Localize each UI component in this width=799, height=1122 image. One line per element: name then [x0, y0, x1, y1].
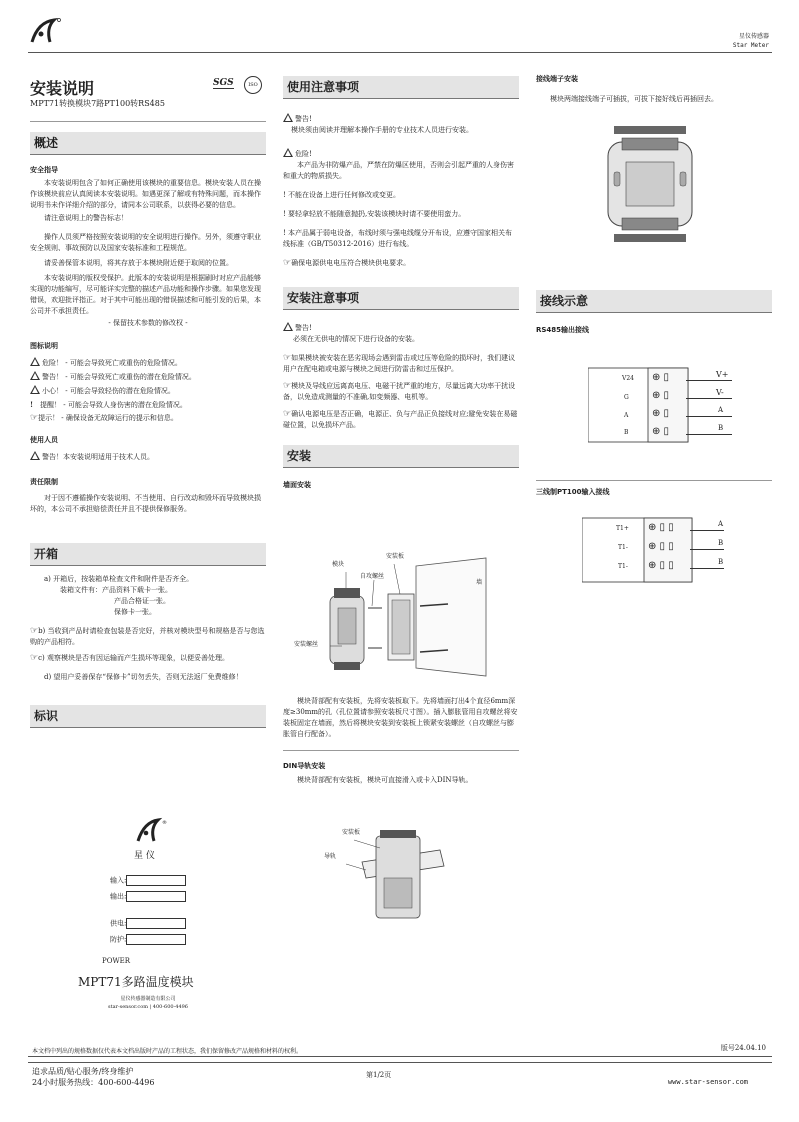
wall-label-screw1: 自攻螺丝	[360, 573, 385, 580]
pt100-diagram	[582, 516, 762, 586]
protect-field	[126, 934, 186, 945]
rs485-wire-2	[686, 416, 732, 417]
label-logo-text: 星 仪	[134, 851, 155, 861]
terminal-screw-icon: ⊕ ▯ ▯	[648, 541, 674, 552]
pointing-hand-icon: ☞	[30, 653, 39, 663]
page-title: 安装说明	[30, 79, 95, 98]
din-rail-figure	[320, 822, 460, 922]
unpack-b: ☞b) 当收到产品时请检查包装是否完好，并核对模块型号和规格是否与您选购的产品相符。	[30, 626, 265, 646]
label-card	[30, 815, 266, 1015]
column-right	[536, 72, 772, 105]
warning-triangle-icon	[30, 451, 40, 460]
din-title: DIN导轨安装	[283, 762, 326, 770]
wall-mount-figure	[290, 548, 520, 678]
icon-list	[30, 357, 266, 427]
unpack-a3: 产品合格证一张。	[114, 597, 170, 605]
rs485-wire-0	[686, 380, 732, 381]
column-left	[30, 72, 266, 728]
rs485-diagram	[588, 366, 768, 446]
overview-p4: 请妥善保管本说明，将其存放于本模块附近便于取阅的位置。	[44, 259, 233, 267]
users-text-row	[30, 451, 266, 463]
warning-triangle-icon	[283, 148, 293, 157]
wall-text-block	[283, 696, 519, 786]
din-text: 模块背部配有安装板，模块可直接滑入或卡入DIN导轨。	[297, 776, 473, 784]
footer	[28, 1030, 772, 1100]
din-label-rail: 导轨	[324, 853, 337, 860]
rs485-pin-1: G	[624, 394, 629, 401]
usage-danger-title-row: 危险!	[283, 148, 519, 160]
label-input-row: 输入:	[110, 875, 186, 887]
pt-wire-label-0: A	[718, 520, 724, 528]
terminals-title: 接线端子安装	[536, 75, 578, 83]
terminal-screw-icon: ⊕ ▯	[652, 426, 670, 437]
usage-note-2: ! 要轻拿轻放不能随意抛扔,安装该模块时请不要使用蛮力。	[283, 210, 466, 218]
header-rule	[28, 52, 772, 53]
rs485-pin-0: V24	[622, 375, 634, 382]
page-subtitle: MPT71转换模块7路PT100转RS485	[30, 99, 165, 108]
warning-triangle-icon	[283, 113, 293, 122]
label-power-row: 供电:	[110, 918, 186, 930]
company-logo	[134, 817, 168, 845]
install-heading: 安装	[283, 445, 519, 468]
install-tip-3: ☞确认电源电压是否正确，电源正、负与产品正负接线对应;避免安装在易磁碰位置，以免损坏产品。	[283, 409, 518, 429]
usage-note-1: ! 不能在设备上进行任何修改或变更。	[283, 191, 401, 199]
terminal-screw-icon: ⊕ ▯	[652, 372, 670, 383]
power-field	[126, 918, 186, 929]
brand-cn: 星仪传感器	[738, 33, 769, 40]
footer-rule-1	[28, 1056, 772, 1057]
din-label-plate: 安装板	[342, 829, 361, 836]
pt-wire-0	[690, 530, 724, 531]
label-contact: star-sensor.com | 400-600-4496	[108, 1004, 188, 1010]
exclamation-icon: !	[30, 400, 34, 409]
pt-section	[536, 480, 772, 497]
usage-note-4: ☞确保电源供电电压符合模块供电要求。	[283, 258, 411, 268]
install-warn-title-row: 警告!	[283, 322, 519, 334]
label-output-row: 输出:	[110, 891, 186, 903]
usage-warn-text: 模块须由阅读并理解本操作手册的专业技术人员进行安装。	[291, 126, 473, 134]
install-tip-2: ☞模块及导线应远离高电压、电磁干扰严重的地方，尽量远离大功率干扰设备，以免造成测量的不准确,如变频器、电机等。	[283, 381, 516, 401]
rs485-wire-1	[686, 398, 732, 399]
wall-text: 模块背部配有安装板，先将安装板取下。先将墙面打出4个直径6mm深度≥30mm的孔（孔位置请参照安装板尺寸图）。插入膨胀管用自攻螺丝将安装板固定在墙面，然后将模块安装到安装板上锁紧安装螺丝（自攻螺丝与膨胀管自行配备）。	[283, 697, 518, 738]
pt-screws	[648, 522, 692, 579]
din-rail-diagram	[320, 822, 460, 922]
wall-label-wall: 墙	[476, 579, 483, 586]
unpack-a1: a) 开箱后，按装箱单检查文件和附件是否齐全。	[44, 575, 194, 583]
pt-wire-label-1: B	[718, 539, 724, 547]
warning-triangle-icon	[30, 385, 40, 394]
usage-heading: 使用注意事项	[283, 76, 519, 99]
label-heading: 标识	[30, 705, 266, 728]
overview-p2: 请注意说明上的警告标志！	[44, 214, 128, 222]
terminal-screw-icon: ⊕ ▯	[652, 390, 670, 401]
pointing-hand-icon: ☞	[283, 381, 292, 391]
icon-row-caution: 小心！ - 可能会导致轻伤的潜在危险情况。	[30, 385, 266, 399]
pt-title: 三线制PT100输入接线	[536, 488, 610, 496]
icon-row-warning: 警告！ - 可能会导致死亡或重伤的潜在危险情况。	[30, 371, 266, 385]
cert-iso: ISO	[244, 76, 262, 94]
warning-triangle-icon	[30, 371, 40, 380]
unpack-a2: 装箱文件有：产品资料下载卡一张。	[60, 586, 172, 594]
pointing-hand-icon: ☞	[30, 413, 39, 423]
pointing-hand-icon: ☞	[283, 258, 292, 268]
pointing-hand-icon: ☞	[283, 353, 292, 363]
wall-mount-diagram	[290, 548, 520, 678]
footer-hotline: 24小时服务热线：400-600-4496	[32, 1078, 155, 1087]
footer-rule-2	[28, 1062, 772, 1063]
terminals-text: 模块两端接线端子可插拔，可拔下接好线后再插回去。	[550, 95, 718, 103]
users-title: 使用人员	[30, 436, 58, 444]
rs485-pin-2: A	[624, 412, 629, 419]
label-product: MPT71多路温度模块	[78, 975, 194, 989]
rs485-wire-label-3: B	[718, 424, 724, 432]
cert-sgs: SGS	[213, 78, 234, 88]
wall-label-screw2: 安装螺丝	[294, 641, 319, 648]
unpack-c: ☞c) 观察模块是否有因运输而产生损坏等现象，以便妥善处理。	[30, 653, 229, 663]
liability-text: 对于因不遵循操作安装说明、不当使用、自行改动和毁坏而导致模块损坏的，本公司不承担赔偿责任并且不提供保修服务。	[30, 494, 261, 513]
pt-wire-2	[690, 568, 724, 569]
unpack-heading: 开箱	[30, 543, 266, 566]
label-company: 星仪传感器制造有限公司	[120, 996, 176, 1002]
overview-p5: 本安装说明的版权受保护。此版本的安装说明是根据刷时对应产品能够实现的功能编写，尽可能详实完整的描述产品功能和操作步骤。如果您发现错误，欢迎批评指正。对于其中可能出现的错误描述和可能引发的后果，本公司并不承担责任。	[30, 274, 261, 315]
wiring-heading: 接线示意	[536, 290, 772, 313]
unpack-a4: 保修卡一张。	[114, 608, 156, 616]
terminal-screw-icon: ⊕ ▯ ▯	[648, 560, 674, 571]
terminal-module-image	[600, 122, 700, 246]
usage-note-3: ! 本产品属于弱电设备，布线时须与强电线缆分开布设，应遵守国家相关布线标准（GB/T50312-2016）进行布线。	[283, 229, 513, 248]
wall-label-plate: 安装板	[386, 553, 405, 560]
icon-row-reminder: ! 提醒！ - 可能会导致人身伤害的潜在危险情况。	[30, 400, 187, 409]
safety-title: 安全指导	[30, 166, 58, 174]
pointing-hand-icon: ☞	[283, 409, 292, 419]
footer-version: 版号24.04.10	[720, 1044, 766, 1052]
usage-danger-text: 本产品为非防爆产品，严禁在防爆区使用，否则会引起严重的人身伤害和重大的物质损失。	[283, 161, 514, 180]
header	[0, 0, 799, 60]
rs485-wire-label-1: V-	[716, 388, 724, 397]
label-power-en: POWER	[102, 957, 131, 965]
install-notes-heading: 安装注意事项	[283, 287, 519, 310]
install-tip-1: ☞如果模块被安装在恶劣现场会遇到雷击或过压等危险的损坏时，我们建议用户在配电箱或电源与模块之间进行防雷击和过压保护。	[283, 353, 516, 373]
overview-p1: 本安装说明包含了如何正确使用该模块的重要信息。模块安装人员在操作该模块前应认真阅读本安装说明。如遇更深了解或有特殊问题，而本操作说明书未作详细介绍的部分，请同本公司联系，以获得必要的信息。	[30, 179, 261, 209]
icons-title: 图标说明	[30, 342, 58, 350]
terminal-screw-icon: ⊕ ▯	[652, 408, 670, 419]
footer-page: 第1/2页	[366, 1071, 392, 1079]
rs485-wire-label-2: A	[718, 406, 724, 414]
pt-wire-1	[690, 549, 724, 550]
footer-disclaimer: 本文档中列出的规格数据仅代表本文档出版时产品的工程状态，我们保留修改产品规格和材料的权利。	[32, 1048, 303, 1055]
company-logo	[28, 16, 64, 48]
install-warn-text: 必须在无供电的情况下进行设备的安装。	[293, 335, 419, 343]
wall-title: 墙面安装	[283, 481, 311, 489]
output-field	[126, 891, 186, 902]
warning-triangle-icon	[30, 357, 40, 366]
overview-p6: - 保留技术参数的修改权 -	[108, 319, 188, 327]
icon-row-danger: 危险！ - 可能会导致死亡或重伤的危险情况。	[30, 357, 266, 371]
terminal-screw-icon: ⊕ ▯ ▯	[648, 522, 674, 533]
pt-pin-1: T1-	[618, 544, 628, 551]
wiring-section	[536, 290, 772, 335]
pt-wire-label-2: B	[718, 558, 724, 566]
overview-heading: 概述	[30, 132, 266, 155]
pt-pin-0: T1+	[616, 525, 629, 532]
input-field	[126, 875, 186, 886]
unpack-d: d) 望用户妥善保存“保修卡”切勿丢失，否则无法返厂免费维修！	[44, 673, 243, 681]
module-photo	[600, 122, 700, 246]
label-protect-row: 防护:	[110, 934, 186, 946]
icon-row-tip: ☞提示！ - 确保设备无故障运行的提示和信息。	[30, 413, 178, 423]
rs485-wire-3	[686, 434, 732, 435]
rs485-pin-3: B	[624, 429, 629, 436]
svg-text:®: ®	[162, 820, 167, 826]
brand-en: Star Meter	[732, 42, 769, 49]
overview-p3: 操作人员须严格按照安装说明的安全说明进行操作。另外，须遵守职业安全规则、事故预防以及国家安装标准和工程规范。	[30, 233, 261, 252]
pt-pin-2: T1-	[618, 563, 628, 570]
users-text: 警告！本安装说明适用于技术人员。	[42, 453, 154, 461]
footer-website: www.star-sensor.com	[667, 1078, 748, 1086]
pointing-hand-icon: ☞	[30, 626, 39, 636]
wall-label-module: 模块	[332, 561, 345, 568]
liability-title: 责任限制	[30, 478, 58, 486]
usage-warn-title-row: 警告!	[283, 113, 519, 125]
rs485-title: RS485输出接线	[536, 326, 590, 334]
footer-slogan: 追求品质/贴心服务/终身维护	[32, 1067, 134, 1076]
rs485-wire-label-0: V+	[716, 370, 729, 379]
column-middle	[283, 72, 519, 490]
warning-triangle-icon	[283, 322, 293, 331]
